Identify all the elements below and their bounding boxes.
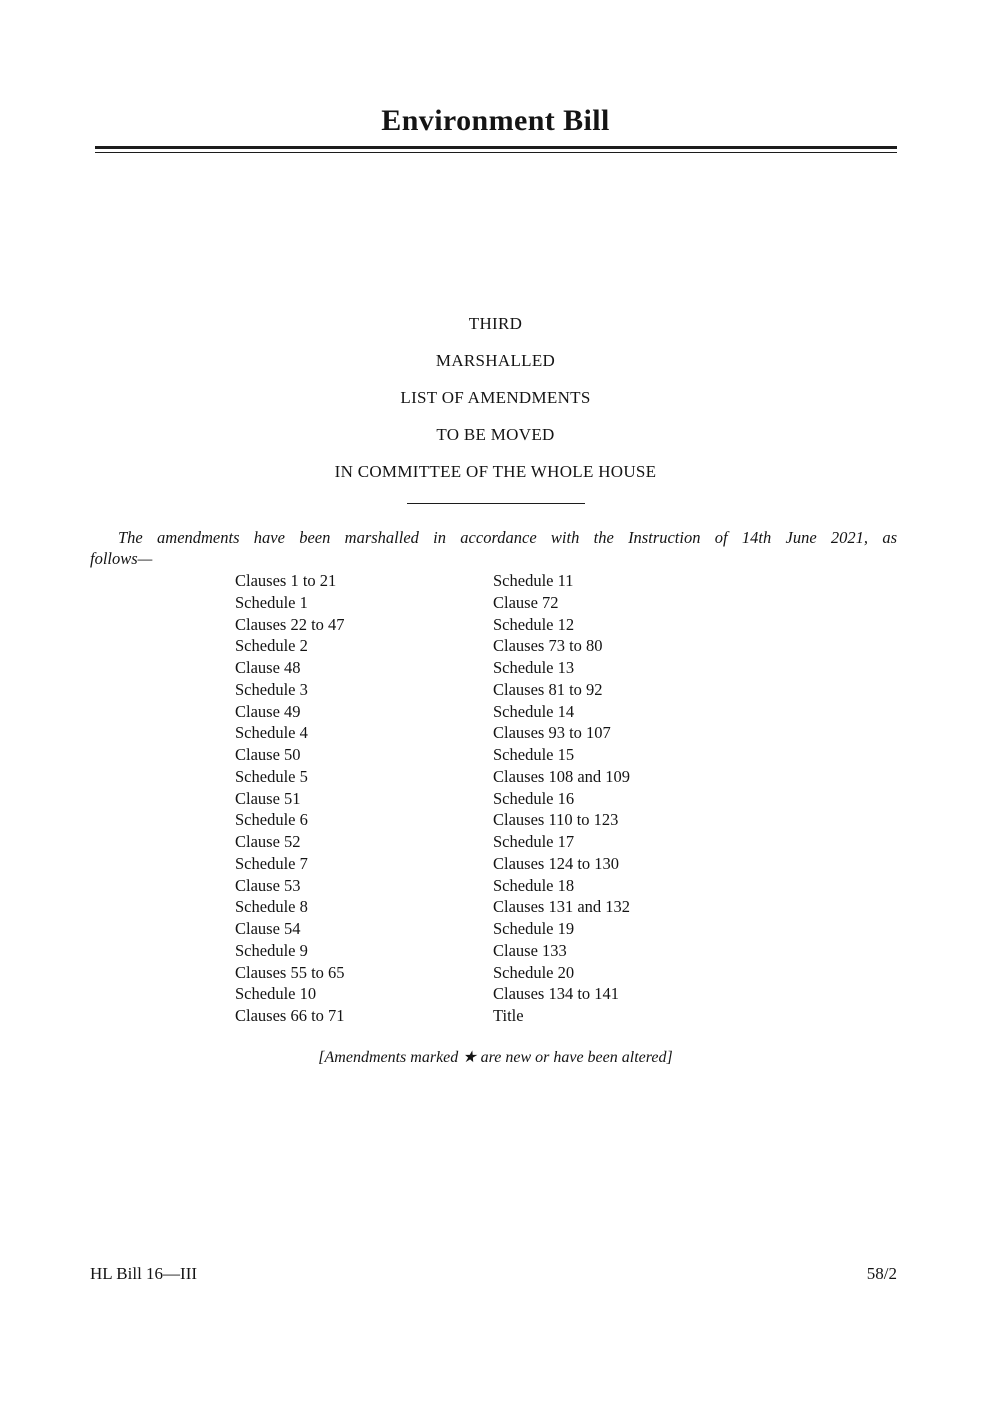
- marshalling-item: Clauses 66 to 71: [235, 1006, 345, 1025]
- marshalling-item: Clauses 22 to 47: [235, 614, 345, 634]
- marshalling-item: Clause 53: [235, 875, 301, 895]
- marshalling-item: Schedule 13: [493, 658, 575, 677]
- heading-line-committee: IN COMMITTEE OF THE WHOLE HOUSE: [334, 462, 657, 481]
- marshalling-item: Clauses 55 to 65: [235, 962, 345, 982]
- marshalling-item: Clauses 1 to 21: [235, 571, 337, 590]
- marshalling-item: Clauses 110 to 123: [493, 810, 619, 830]
- marshalling-item: Schedule 20: [493, 962, 575, 982]
- marshalling-item: Schedule 8: [235, 897, 308, 917]
- marshalling-item: Schedule 11: [493, 571, 574, 590]
- marshalling-item: Schedule 10: [235, 984, 317, 1004]
- marshalling-item: Schedule 4: [235, 723, 308, 743]
- marshalling-item: Clauses 93 to 107: [493, 723, 611, 743]
- marshalling-item: Clause 50: [235, 745, 301, 764]
- heading-block: [0, 305, 991, 490]
- marshalling-item: Clauses 131 and 132: [493, 897, 631, 917]
- marshalling-item: Clauses 124 to 130: [493, 853, 620, 873]
- marshalling-item: Schedule 1: [235, 592, 308, 612]
- marshalling-item: Schedule 3: [235, 679, 308, 699]
- marshalling-item: Schedule 12: [493, 614, 575, 634]
- marshalling-item: Clauses 73 to 80: [493, 636, 603, 656]
- marshalling-item: Clauses 81 to 92: [493, 679, 603, 699]
- heading-line-to-be-moved: TO BE MOVED: [436, 425, 555, 444]
- marshalling-item: Clause 52: [235, 832, 301, 851]
- marshalling-item: Clause 133: [493, 940, 567, 960]
- marshalling-item: Schedule 15: [493, 745, 575, 764]
- marshalling-item: Schedule 18: [493, 875, 575, 895]
- marshalling-item: Clause 49: [235, 701, 301, 721]
- marshalling-item: Schedule 9: [235, 940, 308, 960]
- page-reference: 58/2: [866, 1264, 897, 1283]
- heading-line-marshalled: MARSHALLED: [435, 351, 556, 370]
- marshalling-item: Schedule 6: [235, 810, 308, 830]
- separator-rule: [407, 503, 585, 504]
- bill-title: Environment Bill: [381, 104, 610, 137]
- marshalling-list: [235, 570, 743, 1027]
- marshalling-item: Clauses 134 to 141: [493, 984, 620, 1004]
- marshalling-item: Schedule 19: [493, 919, 575, 938]
- marshalling-item: Schedule 5: [235, 766, 308, 786]
- marshalling-item: Title: [493, 1006, 524, 1025]
- marshalling-item: Clause 54: [235, 919, 301, 938]
- marshalling-item: Schedule 16: [493, 788, 575, 808]
- marshalling-item: Clause 72: [493, 592, 559, 612]
- marshalling-item: Schedule 14: [493, 701, 575, 721]
- marshalling-right-column: [493, 570, 743, 1027]
- marshalling-item: Schedule 17: [493, 832, 575, 851]
- marshalling-item: Clause 48: [235, 658, 301, 677]
- heading-line-list-of-amendments: LIST OF AMENDMENTS: [400, 388, 591, 407]
- marshalling-item: Schedule 7: [235, 853, 308, 873]
- heading-line-third: THIRD: [468, 314, 523, 333]
- instruction-paragraph: The amendments have been marshalled in accordance with the Instruction of 14th June 2021, as follows—: [90, 528, 897, 568]
- marshalling-item: Clauses 108 and 109: [493, 766, 631, 786]
- title-rule: [95, 146, 897, 153]
- marshalling-item: Clause 51: [235, 788, 301, 808]
- document-footer: [90, 1264, 897, 1284]
- marshalling-left-column: [235, 570, 493, 1027]
- amendments-note: [Amendments marked ★ are new or have been altered]: [318, 1049, 673, 1066]
- bill-number: HL Bill 16—III: [90, 1264, 198, 1283]
- marshalling-item: Schedule 2: [235, 636, 308, 656]
